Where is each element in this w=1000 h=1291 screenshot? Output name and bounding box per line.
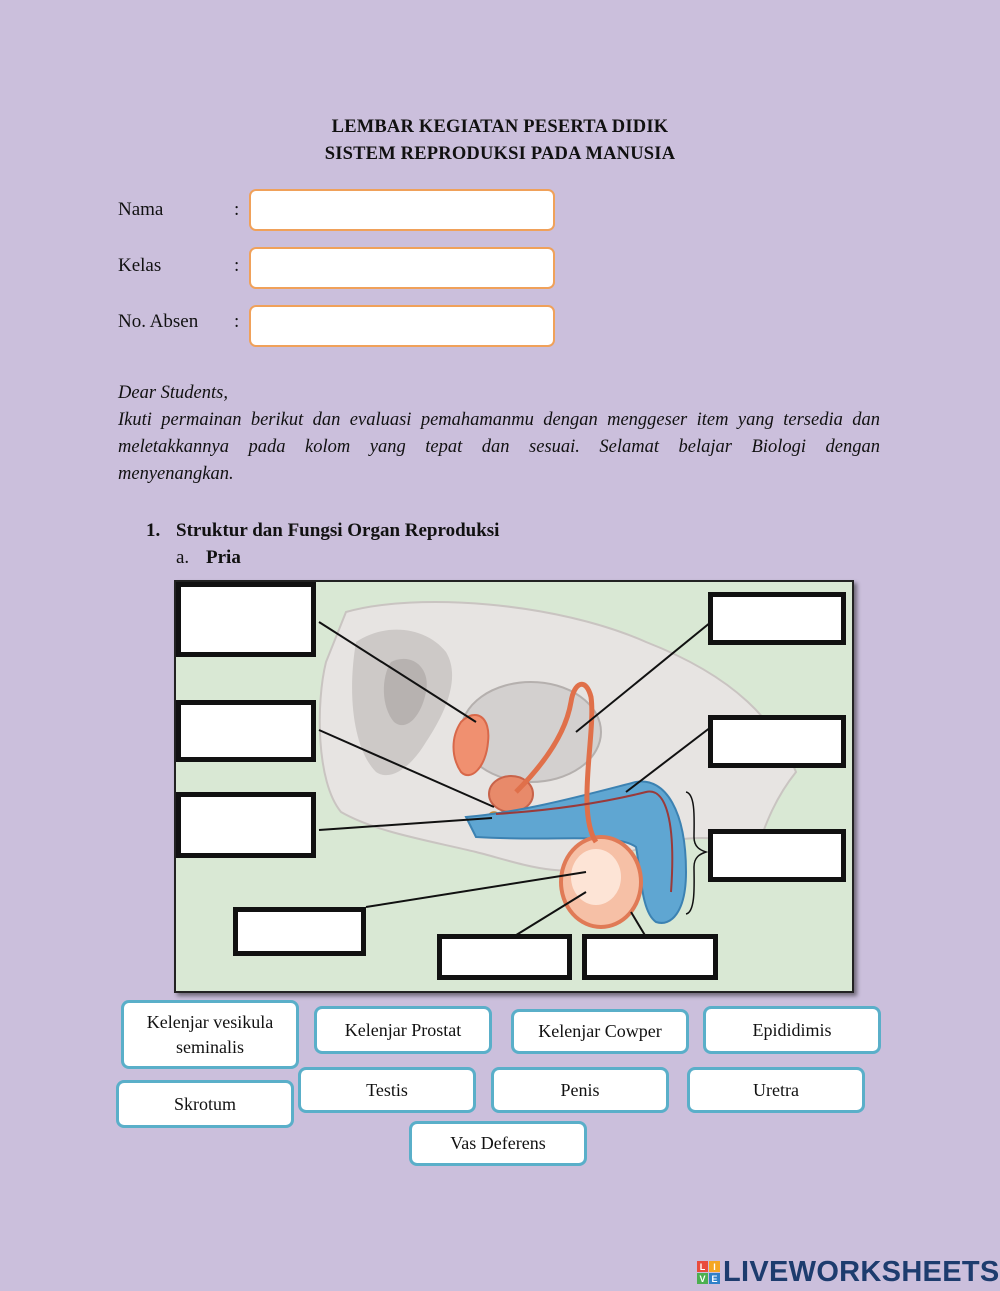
name-input[interactable] xyxy=(249,189,555,231)
name-colon: : xyxy=(234,199,240,220)
worksheet-title-line2: SISTEM REPRODUKSI PADA MANUSIA xyxy=(324,144,676,164)
subsection-letter: a. xyxy=(176,547,190,568)
option-kelenjar-vesikula-seminalis[interactable]: Kelenjar vesikula seminalis xyxy=(121,1000,299,1069)
subsection-title: Pria xyxy=(206,547,241,568)
option-kelenjar-cowper[interactable]: Kelenjar Cowper xyxy=(511,1009,689,1054)
logo-mark-icon xyxy=(697,1261,720,1284)
absen-input[interactable] xyxy=(249,305,555,347)
option-uretra[interactable]: Uretra xyxy=(687,1067,865,1113)
logo-letter-v: V xyxy=(697,1273,708,1284)
option-vas-deferens[interactable]: Vas Deferens xyxy=(409,1121,587,1166)
drop-box-4[interactable] xyxy=(233,907,366,956)
class-colon: : xyxy=(234,255,240,276)
option-penis[interactable]: Penis xyxy=(491,1067,669,1113)
option-epididimis[interactable]: Epididimis xyxy=(703,1006,881,1054)
class-label: Kelas xyxy=(118,255,162,276)
option-testis[interactable]: Testis xyxy=(298,1067,476,1113)
intro-line3: menyenangkan. xyxy=(118,464,234,484)
intro-greeting: Dear Students, xyxy=(118,383,228,403)
logo-letter-l: L xyxy=(697,1261,708,1272)
option-skrotum[interactable]: Skrotum xyxy=(116,1080,294,1128)
worksheet-title-line1: LEMBAR KEGIATAN PESERTA DIDIK xyxy=(331,117,669,137)
name-label: Nama xyxy=(118,199,164,220)
drop-box-6[interactable] xyxy=(582,934,718,980)
logo-letter-i: I xyxy=(709,1261,720,1272)
drop-box-9[interactable] xyxy=(708,829,846,882)
drop-box-8[interactable] xyxy=(708,715,846,768)
option-kelenjar-prostat[interactable]: Kelenjar Prostat xyxy=(314,1006,492,1054)
absen-colon: : xyxy=(234,311,240,332)
intro-line2: meletakkannya pada kolom yang tepat dan sesuai. Selamat belajar Biologi dengan xyxy=(118,437,880,457)
logo-letter-e: E xyxy=(709,1273,720,1284)
male-reproductive-diagram xyxy=(174,580,854,993)
drop-box-3[interactable] xyxy=(176,792,316,858)
intro-line1: Ikuti permainan berikut dan evaluasi pemahamanmu dengan menggeser item yang tersedia dan xyxy=(118,410,880,430)
drop-box-7[interactable] xyxy=(708,592,846,645)
section-number: 1. xyxy=(146,520,161,541)
absen-label: No. Absen xyxy=(118,311,199,332)
logo-text: LIVEWORKSHEETS xyxy=(723,1256,1000,1288)
liveworksheets-logo xyxy=(697,1256,1000,1289)
intro-text xyxy=(118,380,880,488)
drop-box-5[interactable] xyxy=(437,934,572,980)
drop-box-1[interactable] xyxy=(176,582,316,657)
section-title: Struktur dan Fungsi Organ Reproduksi xyxy=(176,520,500,541)
drop-box-2[interactable] xyxy=(176,700,316,762)
class-input[interactable] xyxy=(249,247,555,289)
